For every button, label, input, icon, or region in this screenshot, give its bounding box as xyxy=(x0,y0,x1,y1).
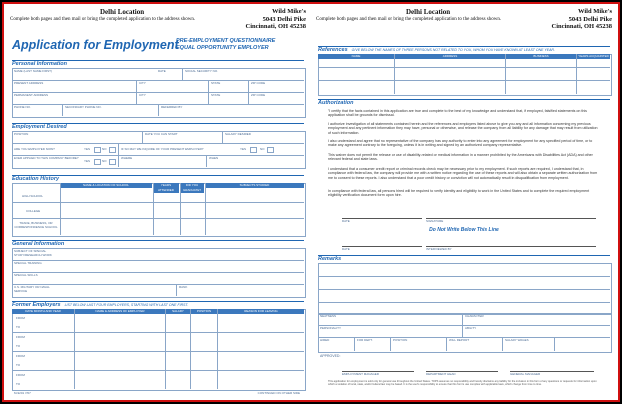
field-inquire-employer: IF SO MAY WE INQUIRE OF YOUR PRESENT EMPLOYER? xyxy=(121,147,204,151)
location-label-2: Delhi Location xyxy=(406,8,451,16)
auth-paragraph-6: In compliance with federal law, all persons hired will be required to verify identity and eligibility to work in the United States and to complete the required employment eligibility verification document form upon hire. xyxy=(328,189,590,198)
edu-header-school: NAME & LOCATION OF SCHOOL xyxy=(60,183,152,188)
field-position[interactable]: POSITION xyxy=(14,132,29,136)
section-remarks-title: Remarks xyxy=(318,256,342,262)
address-street: 5043 Delhi Pike xyxy=(262,15,306,23)
address-block-2 xyxy=(552,8,613,31)
field-will-report[interactable]: WILL REPORT xyxy=(449,338,470,342)
inquire-yes-label: YES xyxy=(240,147,247,151)
ref-header-business: BUSINESS xyxy=(506,54,576,59)
former-header-reason: REASON FOR LEAVING xyxy=(218,309,304,314)
signature-label: SIGNATURE xyxy=(426,219,444,223)
field-city[interactable]: CITY xyxy=(139,81,146,85)
references-note: GIVE BELOW THE NAMES OF THREE PERSONS NOT RELATED TO YOU, WHOM YOU HAVE KNOWN AT LEAST ONE YEAR. xyxy=(351,48,555,52)
section-authorization-title: Authorization xyxy=(318,100,354,106)
section-general-title: General Information xyxy=(12,241,65,247)
field-personality[interactable]: PERSONALITY xyxy=(320,326,342,330)
field-neatness[interactable]: NEATNESS xyxy=(320,314,336,318)
field-military[interactable]: U.S. MILITARY OR NAVAL SERVICE xyxy=(14,285,50,293)
field-referred-by[interactable]: REFERRED BY xyxy=(161,105,183,109)
instruction-text-2: Complete both pages and then mail or bring the completed application to the address shown. xyxy=(316,17,502,22)
field-perm-zip[interactable]: ZIP CODE xyxy=(251,93,266,97)
section-personal-title: Personal Information xyxy=(12,61,68,67)
field-special-skills[interactable]: SPECIAL SKILLS xyxy=(14,273,38,277)
auth-paragraph-5: I understand that a consumer credit report or criminal records check may be necessary prior to my employment. If such reports are required, I understand that, in compliance with federal law, the company will provide me with a written notice regarding the use of these reports and will also obtain a separate written authorization from me to consent to these reports. I also understand that a poor credit history or conviction will not automatically result in disqualification from employment. xyxy=(328,167,598,180)
form-title: Application for Employment xyxy=(12,38,179,52)
field-ability[interactable]: ABILITY xyxy=(465,326,477,330)
field-name[interactable]: NAME (LAST NAME FIRST) xyxy=(14,69,52,73)
ref-header-address: ADDRESS xyxy=(395,54,505,59)
former-row-3-from: FROM xyxy=(16,354,25,358)
document-frame xyxy=(2,2,620,402)
field-salary-wages[interactable]: SALARY WAGES xyxy=(505,338,529,342)
do-not-write-banner: Do Not Write Below This Line xyxy=(429,227,499,233)
address-name-2: Wild Mike's xyxy=(577,8,612,15)
applied-yes-checkbox[interactable] xyxy=(94,159,101,165)
field-when[interactable]: WHEN xyxy=(209,156,219,160)
section-employment xyxy=(12,123,304,131)
approver-general-manager: GENERAL MANAGER xyxy=(510,372,541,376)
field-date[interactable]: DATE xyxy=(158,69,166,73)
field-special-training[interactable]: SPECIAL TRAINING xyxy=(14,261,42,265)
form-subtitle xyxy=(176,38,275,51)
ref-header-years: YEARS ACQUAINTED xyxy=(578,54,609,58)
field-salary-desired[interactable]: SALARY DESIRED xyxy=(225,132,251,136)
section-remarks xyxy=(318,255,610,263)
date-label: DATE xyxy=(342,219,350,223)
applied-yes-label: YES xyxy=(84,159,91,163)
field-secondary-phone[interactable]: SECONDARY PHONE NO. xyxy=(65,105,102,109)
section-references xyxy=(318,46,610,54)
section-authorization xyxy=(318,99,610,107)
subtitle-line-2: EQUAL OPPORTUNITY EMPLOYER xyxy=(176,44,269,51)
page-one-header xyxy=(8,8,308,34)
edu-header-subjects: SUBJECTS STUDIED xyxy=(205,183,304,188)
page-two xyxy=(314,8,614,396)
former-row-1-from: FROM xyxy=(16,316,25,320)
section-education xyxy=(12,175,304,183)
edu-row-college: COLLEGE xyxy=(26,209,41,213)
edu-header-years: YEARS ATTENDED xyxy=(153,183,179,193)
section-former-label: Former Employers xyxy=(12,302,61,308)
section-personal xyxy=(12,60,304,68)
field-perm-state[interactable]: STATE xyxy=(211,93,221,97)
field-special-study[interactable]: SUBJECT OF SPECIAL STUDY/RESEARCH WORK xyxy=(14,249,52,257)
edu-row-trade: TRADE, BUSINESS, OR CORRESPONDENCE SCHOOL xyxy=(14,221,58,229)
footer-disclaimer: This application for employment is sold only for general use throughout the United States. TOPS assumes no responsibility and hereby disclaims any liability for the inclusion in this form of any questions or requests for information upon which a violation of local, state, and/or federal law may be based. It is the user's responsibility to ensure that this form's use complies with applicable laws, which change from time to time. xyxy=(328,380,597,386)
field-permanent-address[interactable]: PERMANENT ADDRESS xyxy=(14,93,48,97)
section-former xyxy=(12,301,304,309)
field-phone[interactable]: PHONE NO. xyxy=(14,105,31,109)
field-present-address[interactable]: PRESENT ADDRESS xyxy=(14,81,44,85)
inquire-no-checkbox[interactable] xyxy=(267,147,274,153)
former-header-salary: SALARY xyxy=(166,309,190,314)
page-two-header xyxy=(314,8,614,34)
field-zip[interactable]: ZIP CODE xyxy=(251,81,266,85)
interviewed-label: INTERVIEWED BY xyxy=(426,247,452,251)
field-employed-now: ARE YOU EMPLOYED NOW? xyxy=(14,147,55,151)
field-start-date[interactable]: DATE YOU CAN START xyxy=(145,132,178,136)
former-header-employer: NAME & ADDRESS OF EMPLOYER xyxy=(75,309,165,314)
former-row-4-to: TO xyxy=(16,382,21,386)
employed-no-label: NO xyxy=(102,147,107,151)
edu-row-high-school: HIGH SCHOOL xyxy=(22,194,44,198)
instruction-text: Complete both pages and then mail or bring the completed application to the address shown. xyxy=(10,17,196,22)
evaluation-grid xyxy=(318,313,612,353)
field-for-dept[interactable]: FOR DEPT. xyxy=(357,338,373,342)
former-note: LIST BELOW LAST FOUR EMPLOYERS, STARTING WITH LAST ONE FIRST. xyxy=(64,303,189,307)
references-grid xyxy=(318,54,612,96)
continued-note: CONTINUED ON OTHER SIDE xyxy=(257,391,300,395)
employed-yes-label: YES xyxy=(84,147,91,151)
section-references-title xyxy=(318,47,610,54)
field-ssn[interactable]: SOCIAL SECURITY NO. xyxy=(185,69,219,73)
ref-header-name: NAME xyxy=(318,54,394,59)
approver-employment-manager: EMPLOYMENT MANAGER xyxy=(342,372,379,376)
former-header-position: POSITION xyxy=(191,309,217,314)
section-references-label: References xyxy=(318,47,348,53)
field-rank[interactable]: RANK xyxy=(179,285,188,289)
field-hire-position[interactable]: POSITION xyxy=(393,338,408,342)
applied-no-checkbox[interactable] xyxy=(109,159,116,165)
address-city: Cincinnati, OH 45238 xyxy=(245,23,306,30)
former-row-2-to: TO xyxy=(16,344,21,348)
section-general xyxy=(12,240,304,248)
page-one xyxy=(8,8,308,396)
auth-paragraph-2: I authorize investigation of all statements contained herein and the references and employers listed above to give you any and all information concerning my previous employment and any pertinent information they may have, personal or otherwise, and release the company from all liability for any damage that may result from utilization of such information. xyxy=(328,122,598,135)
edu-header-graduate: DID YOU GRADUATE? xyxy=(180,183,204,193)
former-header-date: DATE MONTH AND YEAR xyxy=(12,309,74,314)
field-perm-city[interactable]: CITY xyxy=(139,93,146,97)
auth-paragraph-1: "I certify that the facts contained in this application are true and complete to the best of my knowledge and understand that, if employed, falsified statements on this application shall be grounds for dismissal. xyxy=(328,109,587,118)
address-street-2: 5043 Delhi Pike xyxy=(568,15,612,23)
auth-paragraph-4: This waiver does not permit the release or use of disability-related or medical information in a manner prohibited by the Americans with Disabilities Act (ADA) and other relevant federal and state laws. xyxy=(328,153,593,162)
section-employment-title: Employment Desired xyxy=(12,124,67,130)
section-former-title xyxy=(12,302,304,309)
auth-paragraph-3: I also understand and agree that no representative of the company has any authority to enter into any agreement for employment for any specified period of time, or to make any agreement contrary to the foregoing, unless it is in writing and signed by an authorized company representative. xyxy=(328,139,593,148)
address-name: Wild Mike's xyxy=(271,8,306,15)
field-character[interactable]: CHARACTER xyxy=(465,314,484,318)
subtitle-line-1: PRE-EMPLOYMENT QUESTIONNAIRE xyxy=(176,38,276,44)
former-row-2-from: FROM xyxy=(16,335,25,339)
field-applied-before: EVER APPLIED TO THIS COMPANY BEFORE? xyxy=(14,156,79,160)
field-where[interactable]: WHERE xyxy=(121,156,133,160)
approver-department-head: DEPARTMENT HEAD xyxy=(426,372,456,376)
signature-line[interactable] xyxy=(426,218,596,219)
former-grid xyxy=(12,309,306,391)
former-row-4-from: FROM xyxy=(16,373,25,377)
field-state[interactable]: STATE xyxy=(211,81,221,85)
date-line[interactable] xyxy=(342,218,422,219)
inquire-yes-checkbox[interactable] xyxy=(250,147,257,153)
employed-yes-checkbox[interactable] xyxy=(94,147,101,153)
applied-no-label: NO xyxy=(102,159,107,163)
location-label: Delhi Location xyxy=(100,8,145,16)
former-row-1-to: TO xyxy=(16,325,21,329)
former-row-3-to: TO xyxy=(16,363,21,367)
field-hired[interactable]: HIRED xyxy=(320,338,330,342)
employed-no-checkbox[interactable] xyxy=(109,147,116,153)
approved-label: APPROVED: xyxy=(320,354,341,358)
general-grid xyxy=(12,248,306,298)
form-code: M-9201 7/07 xyxy=(14,391,31,395)
office-date-label: DATE xyxy=(342,247,350,251)
inquire-no-label: NO xyxy=(260,147,265,151)
section-education-title: Education History xyxy=(12,176,60,182)
office-date-line[interactable] xyxy=(342,246,422,247)
address-block xyxy=(246,8,307,31)
address-city-2: Cincinnati, OH 45238 xyxy=(551,23,612,30)
